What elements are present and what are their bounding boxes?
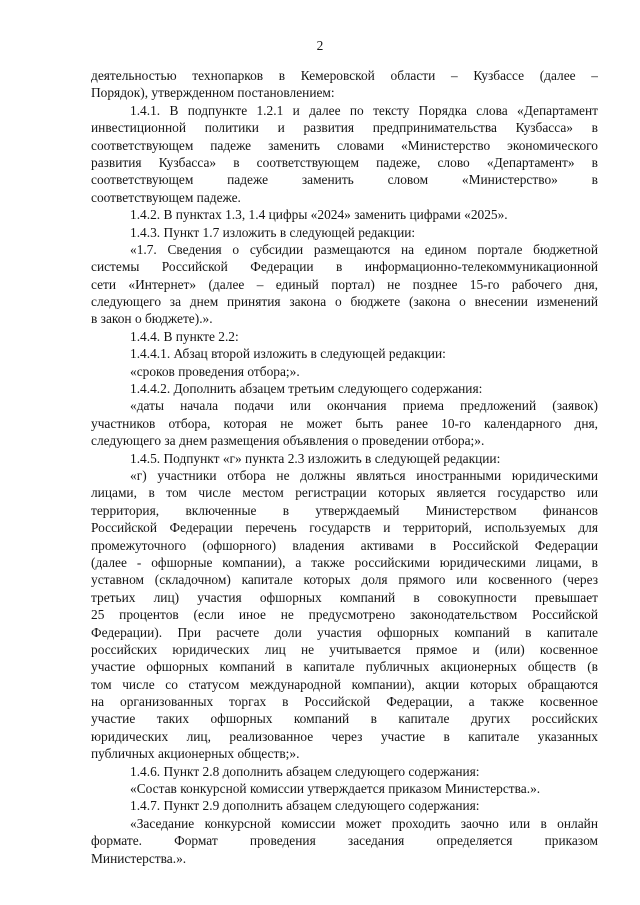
text-line: следующего за днем размещения объявления о проведении отбора;». (91, 433, 485, 449)
text-line: «Заседание конкурсной комиссии может проходить заочно или в онлайн (130, 815, 598, 831)
text-line: промежуточного (офшорного) владения активами в Российской Федерации (91, 537, 598, 553)
text-line: Российской Федерации перечень государств и территорий, используемых для (91, 520, 598, 536)
text-line: «1.7. Сведения о субсидии размещаются на едином портале бюджетной (130, 241, 598, 257)
text-line: юридических лиц, реализованное через участие в капитале указанных (91, 728, 598, 744)
text-line: территория, включенные в утверждаемый Министерством финансов (91, 502, 598, 518)
text-line: «даты начала подачи или окончания приема предложений (заявок) (130, 398, 598, 414)
text-line: Федерации). При расчете доли участия офшорных компаний в капитале (91, 624, 598, 640)
text-line: участников отбора, которая не может быть ранее 10-го календарного дня, (91, 415, 598, 431)
text-line: участие таких офшорных компаний в капитале других российских (91, 711, 598, 727)
text-line: «Состав конкурсной комиссии утверждается приказом Министерства.». (130, 781, 541, 797)
text-line: Порядок), утвержденном постановлением: (91, 85, 335, 101)
text-line: (далее - офшорные компании), а также российскими юридическими лицами, в (91, 554, 598, 570)
text-line: третьих лиц) участия офшорных компаний в совокупности превышает (91, 589, 598, 605)
text-line: соответствующем падеже. (91, 189, 241, 205)
text-line: 1.4.4.1. Абзац второй изложить в следующей редакции: (130, 346, 446, 362)
text-line: Министерства.». (91, 850, 187, 866)
text-line: развития Кузбасса» в соответствующем падеже, слово «Департамент» в (91, 154, 598, 170)
text-line: 1.4.6. Пункт 2.8 дополнить абзацем следующего содержания: (130, 763, 480, 779)
text-line: следующего за днем принятия закона о бюджете (закона о внесении изменений (91, 294, 598, 310)
text-line: российских юридических лиц не учитывается прямое и (или) косвенное (91, 641, 598, 657)
text-line: инвестиционной политики и развития предпринимательства Кузбасса» в (91, 120, 598, 136)
text-line: 1.4.5. Подпункт «г» пункта 2.3 изложить в следующей редакции: (130, 450, 501, 466)
text-line: сети «Интернет» (далее – единый портал) не позднее 15-го рабочего дня, (91, 276, 598, 292)
text-line: 1.4.2. В пунктах 1.3, 1.4 цифры «2024» заменить цифрами «2025». (130, 207, 508, 223)
text-line: формате. Формат проведения заседания определяется приказом (91, 833, 598, 849)
text-line: системы Российской Федерации в информационно-телекоммуникационной (91, 259, 598, 275)
text-line: 1.4.1. В подпункте 1.2.1 и далее по тексту Порядка слова «Департамент (130, 102, 598, 118)
text-line: лицами, в том числе местом регистрации которых является государство или (91, 485, 598, 501)
text-line: соответствующем падеже заменить словами «Министерство экономического (91, 137, 598, 153)
text-line: участие офшорных компаний в капитале публичных акционерных обществ (в (91, 659, 598, 675)
text-line: 1.4.3. Пункт 1.7 изложить в следующей редакции: (130, 224, 416, 240)
text-line: 1.4.4. В пункте 2.2: (130, 328, 239, 344)
text-line: на организованных торгах в Российской Федерации, а также косвенное (91, 694, 598, 710)
text-line: уставном (складочном) капитале которых доля прямого или косвенного (через (91, 572, 598, 588)
text-line: публичных акционерных обществ;». (91, 746, 300, 762)
page-number: 2 (316, 38, 324, 53)
document-body (91, 67, 598, 867)
text-line: соответствующем падеже заменить словом «Министерство» в (91, 172, 598, 188)
text-line: 1.4.7. Пункт 2.9 дополнить абзацем следующего содержания: (130, 798, 480, 814)
text-line: том числе со статусом международной компании), акции которых обращаются (91, 676, 598, 692)
text-line: 25 процентов (если иное не предусмотрено законодательством Российской (91, 607, 598, 623)
text-line: 1.4.4.2. Дополнить абзацем третьим следующего содержания: (130, 381, 483, 397)
text-line: в закон о бюджете).». (91, 311, 213, 327)
text-line: деятельностью технопарков в Кемеровской области – Кузбассе (далее – (91, 68, 598, 83)
text-line: «г) участники отбора не должны являться иностранными юридическими (130, 467, 598, 483)
text-line: «сроков проведения отбора;». (130, 363, 300, 379)
